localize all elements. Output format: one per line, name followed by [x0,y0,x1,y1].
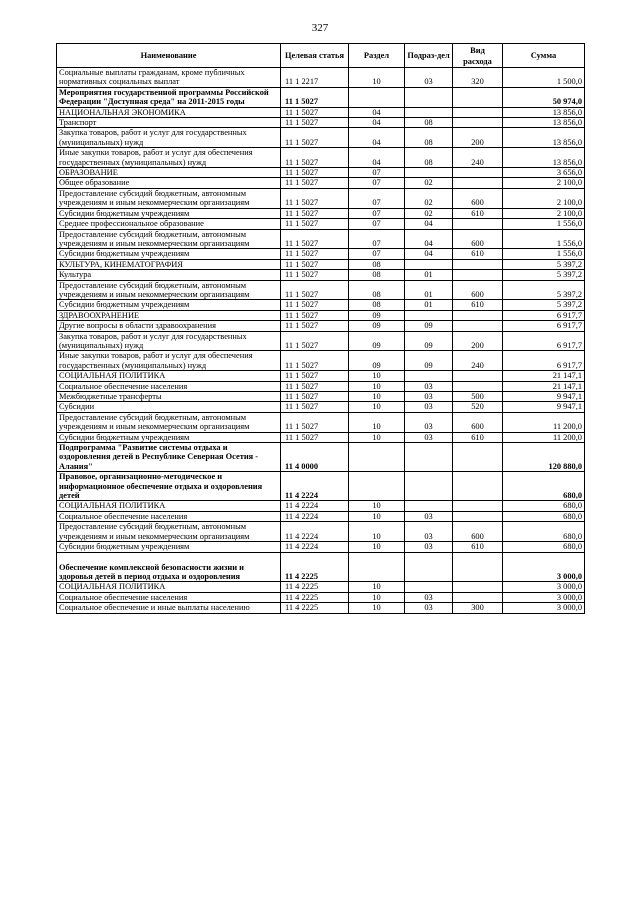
row-amount-cell: 2 100,0 [503,188,585,208]
row-expense-type-cell [453,381,503,391]
row-name-cell: Закупка товаров, работ и услуг для государственных (муниципальных) нужд [57,331,281,351]
row-section-cell: 10 [349,511,405,521]
row-subsection-cell [405,107,453,117]
row-section-cell: 07 [349,188,405,208]
row-section-cell: 07 [349,168,405,178]
row-section-cell: 04 [349,148,405,168]
row-target-article-cell: 11 1 5027 [281,249,349,259]
header-amount: Сумма [503,44,585,68]
row-name-cell: Субсидии бюджетным учреждениям [57,432,281,442]
row-amount-cell: 3 000,0 [503,552,585,582]
row-expense-type-cell: 600 [453,229,503,249]
row-amount-cell: 5 397,2 [503,280,585,300]
table-row [57,522,585,542]
row-name-cell: Социальное обеспечение населения [57,592,281,602]
row-section-cell: 10 [349,542,405,552]
row-amount-cell: 680,0 [503,522,585,542]
header-section: Раздел [349,44,405,68]
row-expense-type-cell: 600 [453,522,503,542]
row-section-cell: 04 [349,128,405,148]
row-expense-type-cell [453,219,503,229]
row-amount-cell: 6 917,7 [503,310,585,320]
row-subsection-cell: 03 [405,412,453,432]
row-section-cell: 07 [349,249,405,259]
row-expense-type-cell [453,168,503,178]
row-expense-type-cell: 520 [453,402,503,412]
row-subsection-cell: 01 [405,300,453,310]
row-amount-cell: 1 556,0 [503,249,585,259]
row-name-cell: Межбюджетные трансферты [57,392,281,402]
header-name: Наименование [57,44,281,68]
row-target-article-cell: 11 1 5027 [281,351,349,371]
row-subsection-cell [405,472,453,501]
row-subsection-cell: 03 [405,522,453,542]
table-row [57,351,585,371]
table-row [57,219,585,229]
row-target-article-cell: 11 4 0000 [281,443,349,472]
table-row [57,542,585,552]
row-name-cell: ЗДРАВООХРАНЕНИЕ [57,310,281,320]
row-target-article-cell: 11 4 2225 [281,592,349,602]
row-section-cell: 07 [349,229,405,249]
row-section-cell: 10 [349,392,405,402]
row-amount-cell: 680,0 [503,501,585,511]
row-target-article-cell: 11 4 2224 [281,472,349,501]
row-target-article-cell: 11 1 5027 [281,270,349,280]
row-target-article-cell: 11 4 2224 [281,501,349,511]
row-amount-cell: 9 947,1 [503,402,585,412]
row-target-article-cell: 11 1 5027 [281,118,349,128]
row-section-cell: 07 [349,219,405,229]
row-target-article-cell: 11 1 5027 [281,128,349,148]
row-name-cell: Предоставление субсидий бюджетным, автономным учреждениям и иным некоммерческим организациям [57,280,281,300]
table-row [57,310,585,320]
row-section-cell: 10 [349,582,405,592]
row-section-cell: 10 [349,432,405,442]
row-amount-cell: 9 947,1 [503,392,585,402]
row-target-article-cell: 11 1 5027 [281,168,349,178]
row-name-cell: Обеспечение комплексной безопасности жизни и здоровья детей в период отдыха и оздоровления [57,552,281,582]
row-expense-type-cell [453,552,503,582]
row-subsection-cell: 03 [405,592,453,602]
table-row [57,280,585,300]
row-section-cell [349,472,405,501]
table-row [57,188,585,208]
row-section-cell: 10 [349,501,405,511]
row-name-cell: Предоставление субсидий бюджетным, автономным учреждениям и иным некоммерческим организациям [57,522,281,542]
row-target-article-cell: 11 4 2224 [281,522,349,542]
row-subsection-cell: 09 [405,351,453,371]
row-section-cell: 10 [349,412,405,432]
row-target-article-cell: 11 1 5027 [281,148,349,168]
row-name-cell: НАЦИОНАЛЬНАЯ ЭКОНОМИКА [57,107,281,117]
table-body [57,68,585,614]
row-target-article-cell: 11 1 5027 [281,219,349,229]
table-header-row [57,44,585,68]
row-subsection-cell: 04 [405,249,453,259]
row-section-cell: 10 [349,402,405,412]
row-subsection-cell [405,310,453,320]
row-amount-cell: 21 147,1 [503,381,585,391]
row-target-article-cell: 11 1 5027 [281,331,349,351]
row-subsection-cell: 04 [405,219,453,229]
row-subsection-cell: 03 [405,603,453,613]
row-name-cell: Предоставление субсидий бюджетным, автономным учреждениям и иным некоммерческим организациям [57,412,281,432]
table-row [57,321,585,331]
table-row [57,381,585,391]
row-name-cell: Социальные выплаты гражданам, кроме публичных нормативных социальных выплат [57,68,281,88]
row-expense-type-cell [453,310,503,320]
row-expense-type-cell [453,472,503,501]
table-row [57,592,585,602]
row-name-cell: ОБРАЗОВАНИЕ [57,168,281,178]
row-expense-type-cell [453,501,503,511]
row-section-cell: 08 [349,270,405,280]
table-row [57,392,585,402]
row-amount-cell: 3 000,0 [503,582,585,592]
row-name-cell: Транспорт [57,118,281,128]
table-row [57,68,585,88]
row-expense-type-cell: 610 [453,542,503,552]
row-expense-type-cell [453,118,503,128]
row-amount-cell: 5 397,2 [503,270,585,280]
row-subsection-cell [405,552,453,582]
table-row [57,511,585,521]
row-name-cell: Субсидии бюджетным учреждениям [57,249,281,259]
row-section-cell: 09 [349,331,405,351]
table-row [57,603,585,613]
row-expense-type-cell: 200 [453,331,503,351]
table-row [57,148,585,168]
row-name-cell: Субсидии бюджетным учреждениям [57,542,281,552]
row-expense-type-cell [453,511,503,521]
row-target-article-cell: 11 4 2225 [281,552,349,582]
row-name-cell: Предоставление субсидий бюджетным, автономным учреждениям и иным некоммерческим организациям [57,229,281,249]
row-name-cell: Общее образование [57,178,281,188]
row-name-cell: Социальное обеспечение населения [57,511,281,521]
row-target-article-cell: 11 1 2217 [281,68,349,88]
table-row [57,331,585,351]
row-subsection-cell [405,501,453,511]
row-amount-cell: 11 200,0 [503,432,585,442]
row-section-cell: 10 [349,522,405,542]
row-name-cell: Подпрограмма "Развитие системы отдыха и оздоровления детей в Республике Северная Осетия - Алания" [57,443,281,472]
table-row [57,259,585,269]
row-target-article-cell: 11 4 2224 [281,542,349,552]
table-row [57,582,585,592]
row-section-cell: 10 [349,592,405,602]
table-row [57,249,585,259]
row-target-article-cell: 11 1 5027 [281,280,349,300]
row-expense-type-cell [453,107,503,117]
row-amount-cell: 11 200,0 [503,412,585,432]
row-section-cell: 10 [349,68,405,88]
row-name-cell: СОЦИАЛЬНАЯ ПОЛИТИКА [57,582,281,592]
row-amount-cell: 2 100,0 [503,208,585,218]
row-expense-type-cell: 200 [453,128,503,148]
row-subsection-cell: 09 [405,321,453,331]
row-name-cell: Культура [57,270,281,280]
row-expense-type-cell [453,443,503,472]
row-name-cell: СОЦИАЛЬНАЯ ПОЛИТИКА [57,371,281,381]
row-expense-type-cell [453,259,503,269]
row-amount-cell: 1 556,0 [503,219,585,229]
table-row [57,472,585,501]
header-subsection: Подраз-дел [405,44,453,68]
table-row [57,371,585,381]
row-expense-type-cell [453,592,503,602]
row-target-article-cell: 11 1 5027 [281,259,349,269]
row-subsection-cell: 02 [405,178,453,188]
row-name-cell: Субсидии бюджетным учреждениям [57,208,281,218]
row-expense-type-cell: 610 [453,300,503,310]
table-row [57,208,585,218]
row-subsection-cell: 03 [405,402,453,412]
row-subsection-cell: 01 [405,280,453,300]
row-section-cell [349,552,405,582]
row-target-article-cell: 11 1 5027 [281,371,349,381]
table-row [57,270,585,280]
budget-table [56,43,585,614]
page-number: 327 [311,22,329,34]
row-target-article-cell: 11 1 5027 [281,310,349,320]
row-amount-cell: 3 000,0 [503,603,585,613]
row-amount-cell: 1 500,0 [503,68,585,88]
row-subsection-cell: 08 [405,128,453,148]
row-section-cell: 04 [349,107,405,117]
row-amount-cell: 13 856,0 [503,107,585,117]
row-expense-type-cell: 610 [453,432,503,442]
row-target-article-cell: 11 1 5027 [281,300,349,310]
row-subsection-cell [405,443,453,472]
row-name-cell: СОЦИАЛЬНАЯ ПОЛИТИКА [57,501,281,511]
row-expense-type-cell [453,270,503,280]
row-name-cell: Мероприятия государственной программы Российской Федерации "Доступная среда" на 2011-2015 годы [57,87,281,107]
table-row [57,118,585,128]
row-section-cell: 07 [349,178,405,188]
row-target-article-cell: 11 4 2225 [281,582,349,592]
row-name-cell: Субсидии [57,402,281,412]
row-target-article-cell: 11 1 5027 [281,402,349,412]
row-section-cell: 09 [349,321,405,331]
row-subsection-cell: 03 [405,392,453,402]
row-amount-cell: 6 917,7 [503,321,585,331]
table-row [57,443,585,472]
row-subsection-cell: 01 [405,270,453,280]
row-subsection-cell: 02 [405,188,453,208]
row-subsection-cell: 04 [405,229,453,249]
row-name-cell: Иные закупки товаров, работ и услуг для обеспечения государственных (муниципальных) нужд [57,148,281,168]
row-subsection-cell: 02 [405,208,453,218]
row-name-cell: Социальное обеспечение и иные выплаты населению [57,603,281,613]
row-amount-cell: 5 397,2 [503,300,585,310]
row-expense-type-cell [453,178,503,188]
row-amount-cell: 3 656,0 [503,168,585,178]
table-row [57,501,585,511]
table-row [57,229,585,249]
row-subsection-cell: 08 [405,118,453,128]
row-expense-type-cell: 500 [453,392,503,402]
row-expense-type-cell [453,371,503,381]
row-section-cell: 08 [349,300,405,310]
row-amount-cell: 6 917,7 [503,351,585,371]
table-row [57,178,585,188]
row-target-article-cell: 11 1 5027 [281,229,349,249]
row-section-cell: 08 [349,259,405,269]
row-name-cell: Правовое, организационно-методическое и информационное обеспечение отдыха и оздоровления детей [57,472,281,501]
row-expense-type-cell: 610 [453,208,503,218]
row-target-article-cell: 11 1 5027 [281,107,349,117]
row-name-cell: КУЛЬТУРА, КИНЕМАТОГРАФИЯ [57,259,281,269]
row-amount-cell: 6 917,7 [503,331,585,351]
row-amount-cell: 680,0 [503,542,585,552]
row-section-cell [349,87,405,107]
table-row [57,87,585,107]
row-expense-type-cell: 600 [453,280,503,300]
row-subsection-cell [405,582,453,592]
row-target-article-cell: 11 4 2225 [281,603,349,613]
row-name-cell: Субсидии бюджетным учреждениям [57,300,281,310]
row-target-article-cell: 11 1 5027 [281,188,349,208]
row-section-cell [349,443,405,472]
row-section-cell: 10 [349,381,405,391]
header-expense-type: Вид расхода [453,44,503,68]
row-expense-type-cell: 610 [453,249,503,259]
row-expense-type-cell [453,321,503,331]
row-section-cell: 07 [349,208,405,218]
row-target-article-cell: 11 1 5027 [281,412,349,432]
row-target-article-cell: 11 1 5027 [281,381,349,391]
row-expense-type-cell: 600 [453,412,503,432]
row-subsection-cell: 03 [405,511,453,521]
row-expense-type-cell: 240 [453,148,503,168]
row-subsection-cell [405,168,453,178]
row-subsection-cell: 03 [405,432,453,442]
row-expense-type-cell [453,582,503,592]
row-amount-cell: 1 556,0 [503,229,585,249]
row-name-cell: Другие вопросы в области здравоохранения [57,321,281,331]
row-target-article-cell: 11 1 5027 [281,321,349,331]
row-subsection-cell: 09 [405,331,453,351]
table-row [57,128,585,148]
row-target-article-cell: 11 1 5027 [281,392,349,402]
row-name-cell: Социальное обеспечение населения [57,381,281,391]
row-subsection-cell: 03 [405,68,453,88]
row-name-cell: Закупка товаров, работ и услуг для государственных (муниципальных) нужд [57,128,281,148]
row-subsection-cell: 08 [405,148,453,168]
row-amount-cell: 50 974,0 [503,87,585,107]
row-expense-type-cell: 240 [453,351,503,371]
row-section-cell: 08 [349,280,405,300]
row-name-cell: Предоставление субсидий бюджетным, автономным учреждениям и иным некоммерческим организациям [57,188,281,208]
row-name-cell: Среднее профессиональное образование [57,219,281,229]
row-section-cell: 09 [349,351,405,371]
row-amount-cell: 2 100,0 [503,178,585,188]
row-subsection-cell [405,371,453,381]
table-row [57,552,585,582]
row-amount-cell: 3 000,0 [503,592,585,602]
row-expense-type-cell [453,87,503,107]
row-expense-type-cell: 320 [453,68,503,88]
table-row [57,412,585,432]
row-target-article-cell: 11 1 5027 [281,208,349,218]
row-amount-cell: 13 856,0 [503,118,585,128]
table-row [57,168,585,178]
row-amount-cell: 21 147,1 [503,371,585,381]
row-amount-cell: 5 397,2 [503,259,585,269]
row-amount-cell: 680,0 [503,472,585,501]
table-row [57,107,585,117]
row-section-cell: 04 [349,118,405,128]
row-expense-type-cell: 300 [453,603,503,613]
row-section-cell: 10 [349,603,405,613]
header-target-article: Целевая статья [281,44,349,68]
row-target-article-cell: 11 1 5027 [281,178,349,188]
row-name-cell: Иные закупки товаров, работ и услуг для обеспечения государственных (муниципальных) нужд [57,351,281,371]
row-target-article-cell: 11 1 5027 [281,87,349,107]
row-subsection-cell [405,259,453,269]
row-target-article-cell: 11 1 5027 [281,432,349,442]
table-row [57,402,585,412]
table-row [57,300,585,310]
row-target-article-cell: 11 4 2224 [281,511,349,521]
table-row [57,432,585,442]
row-amount-cell: 13 856,0 [503,128,585,148]
row-subsection-cell: 03 [405,381,453,391]
row-expense-type-cell: 600 [453,188,503,208]
row-section-cell: 09 [349,310,405,320]
row-section-cell: 10 [349,371,405,381]
row-subsection-cell: 03 [405,542,453,552]
row-amount-cell: 13 856,0 [503,148,585,168]
row-subsection-cell [405,87,453,107]
row-amount-cell: 120 880,0 [503,443,585,472]
row-amount-cell: 680,0 [503,511,585,521]
